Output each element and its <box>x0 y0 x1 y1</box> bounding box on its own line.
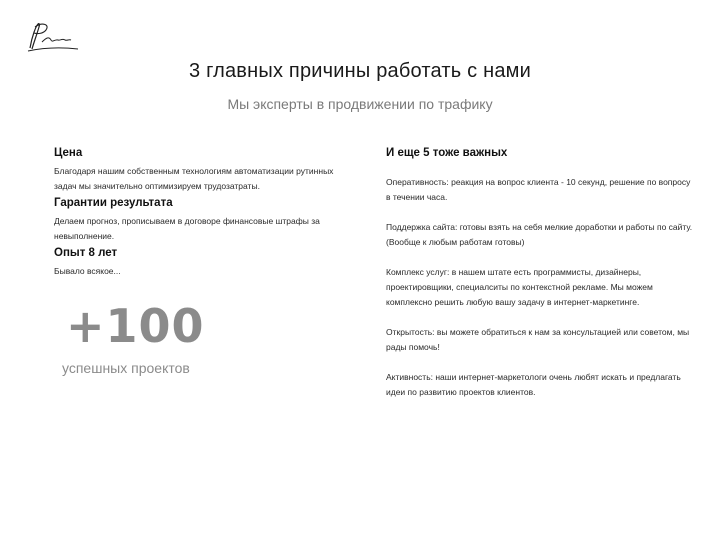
reason-title: Цена <box>54 147 83 159</box>
more-reasons <box>386 146 696 415</box>
reason-title: Гарантии результата <box>54 197 173 209</box>
more-item-activity <box>386 370 696 400</box>
main-reasons <box>54 146 354 281</box>
signature-logo-icon <box>22 18 84 58</box>
reason-text: Делаем прогноз, прописываем в договоре финансовые штрафы за невыполнение. <box>54 216 320 241</box>
stat-number: +100 <box>66 299 205 353</box>
reason-price <box>54 146 354 194</box>
more-item-openness <box>386 325 696 355</box>
more-item-text: в нашем штате есть программисты, дизайнеры, проектировщики, специалситы по контекстной рекламе. Мы можем комплексно решить любую вашу задачу в интернет-маркетинге. <box>386 267 653 307</box>
more-title: И еще 5 тоже важных <box>386 147 508 159</box>
more-item-label: Активность: <box>386 372 433 382</box>
more-item-text: готовы взять на себя мелкие доработки и работы по сайту. (Вообще к любым работам готовы) <box>386 222 693 247</box>
page-title: 3 главных причины работать с нами <box>188 60 531 82</box>
more-item-text: вы можете обратиться к нам за консультацией или советом, мы рады помочь! <box>386 327 690 352</box>
more-item-text: наши интернет-маркетологи очень любят искать и предлагать идеи по развитию проектов клиентов. <box>386 372 681 397</box>
more-item-label: Открытость: <box>386 327 435 337</box>
reason-text: Благодаря нашим собственным технологиям автоматизации рутинных задач мы значительно оптимизируем трудозатраты. <box>54 166 334 191</box>
more-item-speed <box>386 175 696 205</box>
more-item-support <box>386 220 696 250</box>
more-item-services <box>386 265 696 310</box>
reason-guarantee <box>54 196 354 244</box>
logo <box>22 18 84 58</box>
more-item-label: Оперативность: <box>386 177 449 187</box>
stat-caption: успешных проектов <box>62 360 190 376</box>
page-subtitle: Мы эксперты в продвижении по трафику <box>227 96 493 112</box>
more-item-label: Поддержка сайта: <box>386 222 458 232</box>
reason-text: Бывало всякое... <box>54 266 121 276</box>
reason-title: Опыт 8 лет <box>54 247 118 259</box>
reason-experience <box>54 246 354 279</box>
more-item-label: Комплекс услуг: <box>386 267 450 277</box>
more-item-text: реакция на вопрос клиента - 10 секунд, решение по вопросу в течении часа. <box>386 177 691 202</box>
